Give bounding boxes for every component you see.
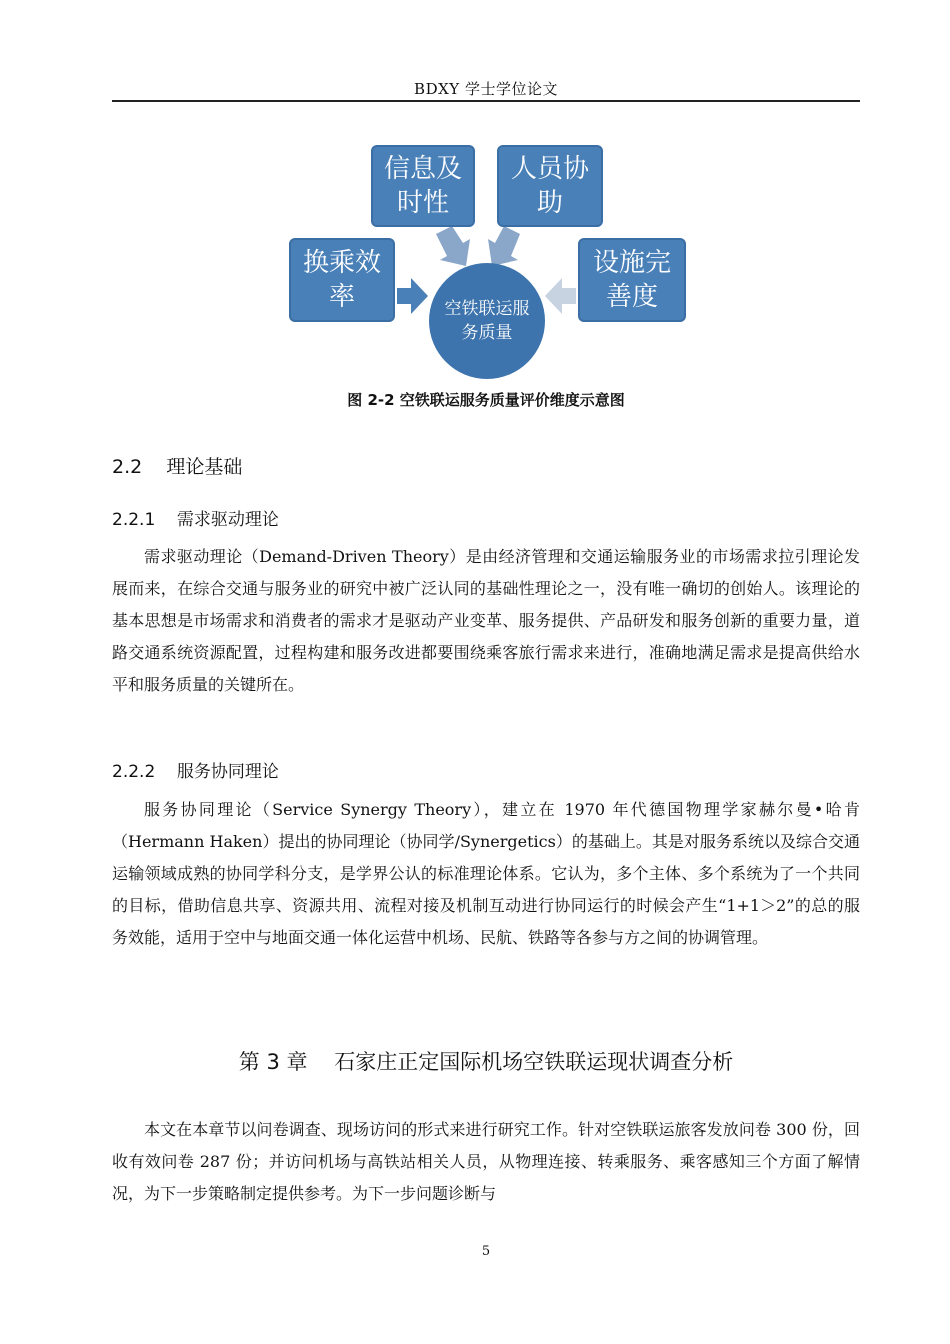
arrow-left <box>397 278 428 314</box>
figure-caption: 图 2-2 空铁联运服务质量评价维度示意图 <box>347 391 625 409</box>
paragraph-demand-driven: 需求驱动理论（Demand-Driven Theory）是由经济管理和交通运输服务业的市场需求拉引理论发展而来，在综合交通与服务业的研究中被广泛认同的基础性理论之一，没有唯一确切的创始人。该理论的基本思想是市场需求和消费者的需求才是驱动产业变革、服务提供、产品研发和服务创新的重要力量，道路交通系统资源配置，过程构建和服务改进都要围绕乘客旅行需求来进行，准确地满足需求是提高供给水平和服务质量的关键所在。 <box>112 547 860 694</box>
arrow-top-left <box>436 226 470 266</box>
center-circle: 空铁联运服务质量 <box>429 263 545 379</box>
section-number: 2.2.1 <box>112 510 156 530</box>
section-heading-2-2 <box>112 452 242 479</box>
running-header: BDXY 学士学位论文 <box>414 80 558 98</box>
chapter-number: 第 3 章 <box>238 1050 308 1074</box>
section-title: 服务协同理论 <box>176 762 279 782</box>
box-staff-assistance: 人员协助 <box>497 145 603 227</box>
arrow-top-right <box>488 226 520 266</box>
page-number: 5 <box>481 1244 491 1259</box>
section-heading-2-2-2 <box>112 757 279 782</box>
chapter-heading <box>112 1046 860 1076</box>
chapter-title: 石家庄正定国际机场空铁联运现状调查分析 <box>334 1050 734 1074</box>
section-title: 理论基础 <box>166 456 243 478</box>
box-info-timeliness: 信息及时性 <box>371 145 475 227</box>
arrow-right <box>545 278 576 314</box>
section-number: 2.2 <box>112 456 143 478</box>
section-number: 2.2.2 <box>112 762 156 782</box>
box-transfer-efficiency: 换乘效率 <box>289 238 395 322</box>
box-facility-completeness: 设施完善度 <box>578 238 686 322</box>
paragraph-chapter3-intro: 本文在本章节以问卷调查、现场访问的形式来进行研究工作。针对空铁联运旅客发放问卷 300 份，回收有效问卷 287 份；并访问机场与高铁站相关人员，从物理连接、转乘服务、乘客感知三个方面了解情况，为下一步策略制定提供参考。为下一步问题诊断与 <box>112 1120 860 1203</box>
paragraph-service-synergy: 服务协同理论（Service Synergy Theory），建立在 1970 年代德国物理学家赫尔曼•哈肯（Hermann Haken）提出的协同理论（协同学/Synergetics）的基础上。其是对服务系统以及综合交通运输领域成熟的协同学科分支，是学界公认的标准理论体系。它认为，多个主体、多个系统为了一个共同的目标，借助信息共享、资源共用、流程对接及机制互动进行协同运行的时候会产生“1+1＞2”的总的服务效能，适用于空中与地面交通一体化运营中机场、民航、铁路等各参与方之间的协调管理。 <box>112 800 860 947</box>
section-heading-2-2-1 <box>112 505 279 530</box>
section-title: 需求驱动理论 <box>176 510 279 530</box>
evaluation-dimension-diagram <box>0 0 950 420</box>
